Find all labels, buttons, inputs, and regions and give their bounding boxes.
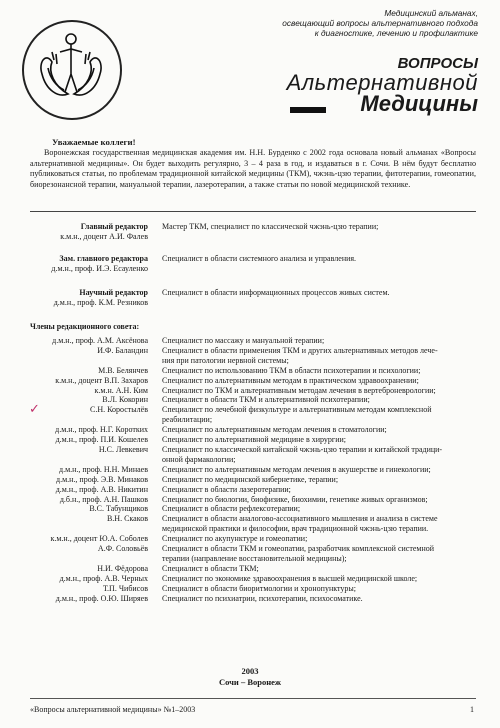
member-specialty: Специалист по массажу и мануальной терапии; — [162, 336, 325, 345]
member-name: к.м.н., доцент Ю.А. Соболев — [50, 534, 148, 544]
council-member-row — [30, 346, 478, 356]
member-name: И.Ф. Баландин — [97, 345, 148, 355]
role-title: Главный редактор — [80, 222, 148, 231]
council-member-row — [30, 514, 478, 524]
council-member-row — [30, 386, 478, 396]
council-heading: Члены редакционного совета: — [30, 322, 140, 331]
council-member-row — [30, 495, 478, 505]
hands-human-figure-icon — [24, 22, 120, 118]
council-member-row — [30, 415, 478, 425]
member-specialty: Специалист в области аналогово-ассоциативного мышления и анализа в системе — [162, 514, 438, 524]
publication-cities: Сочи – Воронеж — [218, 677, 282, 687]
council-member-row — [30, 405, 478, 415]
member-specialty: реабилитации; — [162, 415, 213, 425]
title-decoration-bar — [290, 107, 326, 113]
council-member-row — [30, 594, 478, 604]
member-name: Н.С. Левкевич — [98, 444, 148, 454]
council-member-row — [30, 366, 478, 376]
member-specialty: Специалист по акупунктуре и гомеопатии; — [162, 534, 308, 544]
member-specialty: Специалист в области лазеротерапии; — [162, 484, 291, 494]
science-editor-role — [30, 288, 148, 308]
member-name: В.Л. Кокорин — [102, 395, 148, 405]
member-name: С.Н. Коростылёв — [90, 405, 148, 415]
handwritten-check-mark: ✓ — [29, 401, 40, 416]
member-specialty: Специалист в области применения ТКМ и других альтернативных методов лече- — [162, 345, 438, 355]
chief-editor-role — [30, 222, 148, 242]
council-member-row — [30, 564, 478, 574]
council-member-row — [30, 504, 478, 514]
member-specialty: Специалист в области ТКМ и гомеопатии, разработчик комплексной системной — [162, 544, 435, 554]
role-person: к.м.н., доцент А.И. Фалев — [60, 232, 148, 241]
role-person: д.м.н., проф. К.М. Резников — [53, 298, 148, 307]
tagline-line-2: освещающий вопросы альтернативного подхода — [282, 18, 478, 28]
member-specialty: Специалист по альтернативным методам лечения в стоматологии; — [162, 425, 387, 435]
member-name: д.б.н., проф. А.Н. Пашков — [59, 494, 148, 504]
member-name: Т.П. Чибисов — [102, 583, 148, 593]
section-divider — [30, 211, 476, 212]
member-name: д.м.н., проф. А.В. Никитин — [55, 484, 148, 494]
council-member-row — [30, 534, 478, 544]
council-member-row — [30, 544, 478, 554]
member-name: д.м.н., проф. Н.Г. Коротких — [55, 425, 148, 435]
member-name: д.м.н., проф. А.В. Черных — [59, 573, 148, 583]
publication-year: 2003 — [241, 666, 259, 676]
member-name: В.С. Табунщиков — [89, 504, 148, 514]
council-member-row — [30, 455, 478, 465]
deputy-editor-description: Специалист в области системного анализа и управления. — [162, 254, 357, 263]
journal-title-line-2: Альтернативной — [286, 70, 478, 95]
member-specialty: Специалист по использованию ТКМ в области психотерапии и психологии; — [162, 365, 421, 375]
role-title: Научный редактор — [79, 288, 148, 297]
almanac-tagline — [218, 8, 478, 38]
member-specialty: Специалист по ТКМ и альтернативным методам лечения в вертеброневрологии; — [162, 385, 436, 395]
member-name: д.м.н., проф. П.И. Кошелев — [55, 435, 148, 445]
council-member-row — [30, 554, 478, 564]
member-name: к.м.н., доцент В.П. Захаров — [55, 375, 148, 385]
member-specialty: медицинской практики и философии, врач традиционной чжэнь-цзю терапии. — [162, 524, 429, 534]
member-specialty: Специалист в области рефлексотерапии; — [162, 504, 301, 514]
member-specialty: Специалист по классической китайской чжэнь-цзю терапии и китайской традици- — [162, 444, 443, 454]
member-name: В.Н. Скаков — [106, 514, 148, 524]
member-specialty: Специалист по экономике здравоохранения в высшей медицинской школе; — [162, 573, 418, 583]
tagline-line-1: Медицинский альманах, — [384, 8, 478, 18]
member-name: д.м.н., проф. О.Ю. Ширяев — [55, 593, 148, 603]
chief-editor-description: Мастер ТКМ, специалист по классической чжэнь-цзю терапии; — [162, 222, 379, 231]
member-name: А.Ф. Соловьёв — [97, 544, 148, 554]
member-name: д.м.н., проф. Н.Н. Минаев — [59, 464, 148, 474]
member-specialty: Специалист в области биоритмологии и хронопунктуры; — [162, 583, 357, 593]
member-name: д.м.н., проф. Э.В. Минаков — [56, 474, 148, 484]
council-member-row — [30, 425, 478, 435]
journal-title-line-1: ВОПРОСЫ — [397, 55, 478, 72]
member-specialty: Специалист в области ТКМ; — [162, 563, 259, 573]
council-member-row — [30, 376, 478, 386]
tagline-line-3: к диагностике, лечению и профилактике — [314, 28, 478, 38]
member-specialty: Специалист по биологии, биофизике, биохимии, генетике живых организмов; — [162, 494, 428, 504]
member-specialty: Специалист по лечебной физкультуре и альтернативным методам комплексной — [162, 405, 432, 415]
journal-issue-footer: «Вопросы альтернативной медицины» №1–2003 — [30, 705, 196, 714]
member-name — [30, 455, 148, 465]
member-specialty: терапии (направление восстановительной медицины); — [162, 553, 347, 563]
member-name: М.В. Белянчев — [98, 365, 148, 375]
member-name: д.м.н., проф. А.М. Аксёнова — [52, 336, 148, 345]
council-member-row — [30, 475, 478, 485]
council-member-row — [30, 465, 478, 475]
council-member-row — [30, 485, 478, 495]
footer-divider — [30, 698, 476, 699]
council-member-row — [30, 574, 478, 584]
role-title: Зам. главного редактора — [59, 254, 148, 263]
member-specialty: Специалист по альтернативной медицине в хирургии; — [162, 435, 346, 445]
council-member-row — [30, 356, 478, 366]
member-name: Н.И. Фёдорова — [97, 563, 148, 573]
member-name: к.м.н. А.Н. Ким — [94, 385, 148, 395]
member-specialty: Специалист по альтернативным методам лечения в акушерстве и гинекологии; — [162, 464, 431, 474]
almanac-logo — [22, 20, 122, 120]
page-number: 1 — [470, 705, 474, 714]
journal-title-line-3: Медицины — [360, 91, 478, 116]
role-person: д.м.н., проф. И.Э. Есауленко — [51, 264, 148, 273]
greeting-heading: Уважаемые коллеги! — [52, 137, 136, 147]
council-member-row — [30, 435, 478, 445]
member-specialty: Специалист по медицинской кибернетике, терапии; — [162, 474, 339, 484]
member-specialty: Специалист в области ТКМ и альтернативной психотерапии; — [162, 395, 370, 405]
member-specialty: Специалист по психиатрии, психотерапии, психосоматике. — [162, 593, 363, 603]
member-name — [30, 554, 148, 564]
council-member-row — [30, 524, 478, 534]
member-name — [30, 524, 148, 534]
member-specialty: Специалист по альтернативным методам в практическом здравоохранении; — [162, 375, 419, 385]
member-name — [30, 356, 148, 366]
council-member-row — [30, 445, 478, 455]
intro-paragraph: Воронежская государственная медицинская академия им. Н.Н. Бурденко с 2002 года основала новый альманах «Вопросы альтернативной медицины». Он будет выходить регулярно, 3 – 4 раза в год, и издаваться в г. Сочи. В нём будут бесплатно публиковаться статьи, по проблемам традиционной китайской медицины (ТКМ), чжэнь-цзю терапии, фитотерапии, гомеопатии, биорезонансной терапии, мануальной терапии, лазеротерапии, а также статьи по новой медицинской технике. — [30, 148, 476, 189]
council-member-row — [30, 584, 478, 594]
deputy-editor-role — [30, 254, 148, 274]
council-member-row — [30, 395, 478, 405]
member-specialty: онной фармакологии; — [162, 454, 236, 464]
member-name — [30, 415, 148, 425]
member-specialty: ния при патологии нервной системы; — [162, 355, 289, 365]
council-members-list — [30, 336, 478, 603]
council-member-row — [30, 336, 478, 346]
science-editor-description: Специалист в области информационных процессов живых систем. — [162, 288, 390, 297]
